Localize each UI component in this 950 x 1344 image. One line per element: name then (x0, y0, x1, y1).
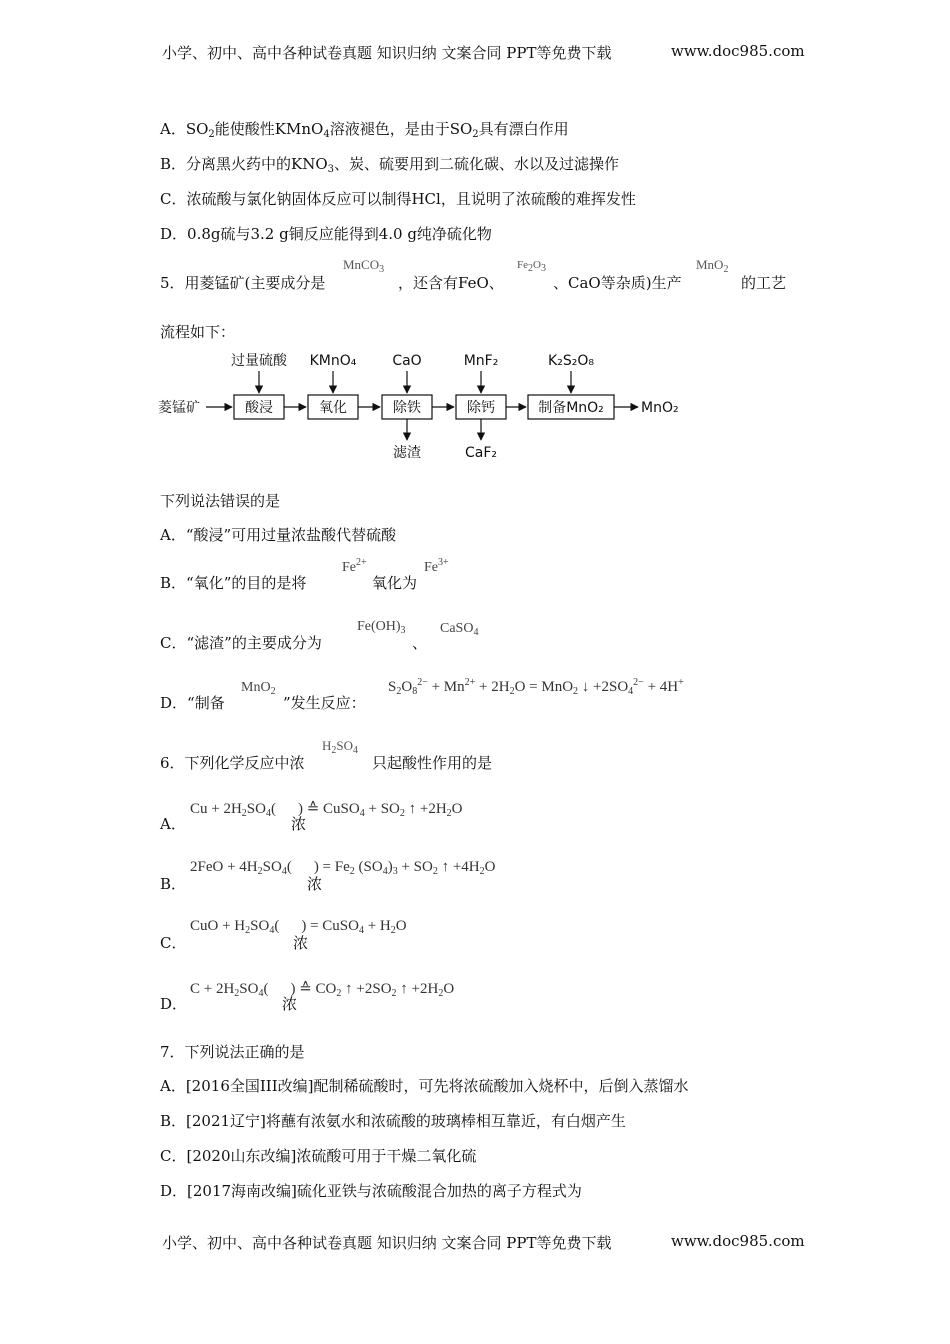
q5-stem-part5: 流程如下： (160, 323, 236, 341)
formula-fe2plus: $Fe^{2+}$ (342, 557, 367, 575)
q5-stem-part1: 5．用菱锰矿(主要成分是 (160, 274, 326, 292)
header-right: www.doc985.com (671, 42, 805, 60)
formula-h2so4: $H_2SO_4$ (322, 738, 359, 756)
formula-caso4: CaSO$_4$ (440, 621, 479, 638)
q5-option-d-part1: D．“制备 (160, 694, 225, 712)
q6-conc-d: 浓 (282, 995, 298, 1013)
q6-label-d: D． (160, 995, 188, 1013)
flow-step-prepare: 制备MnO₂ (538, 400, 604, 416)
q4-option-c: C．浓硫酸与氯化钠固体反应可以制得HCl，且说明了浓硫酸的难挥发性 (160, 190, 636, 208)
flow-step-oxidation: 氧化 (319, 400, 347, 416)
q6-label-c: C． (160, 934, 187, 952)
q5-stem-part2: ，还含有FeO、 (398, 274, 504, 292)
formula-mno2-a: MnO$_2$ (696, 257, 729, 275)
q5-stem-part3: 、CaO等杂质)生产 (553, 274, 682, 292)
formula-fe3plus: $Fe^{3+}$ (424, 557, 449, 575)
q6-stem-part1: 6．下列化学反应中浓 (160, 754, 305, 772)
q5-option-b-part1: B．“氧化”的目的是将 (160, 574, 307, 592)
q5-option-c-part2: 、 (412, 634, 428, 652)
q7-option-d: D．[2017海南改编]硫化亚铁与浓硫酸混合加热的离子方程式为 (160, 1182, 582, 1200)
q7-stem: 7．下列说法正确的是 (160, 1043, 305, 1061)
formula-feoh3: $Fe(OH)_3$ (357, 619, 406, 636)
process-flow-diagram (156, 344, 716, 470)
flow-step-remove-calcium: 除钙 (467, 400, 495, 416)
q5-option-b-part2: 氧化为 (372, 574, 418, 592)
formula-mnco3: MnCO$_3$ (343, 257, 385, 275)
flow-reagent-cao: CaO (392, 353, 422, 369)
q6-conc-a: 浓 (291, 815, 307, 833)
equation-q6d: $C + 2H_2SO_4$( ) ≙ $CO_2$ ↑ $+2SO_2$ ↑ $+2H_2O$ (190, 981, 455, 999)
flow-output-caf2: CaF₂ (464, 445, 498, 461)
q6-label-b: B． (160, 875, 187, 893)
q7-option-a: A．[2016全国III改编]配制稀硫酸时，可先将浓硫酸加入烧杯中，后倒入蒸馏水 (160, 1077, 689, 1095)
equation-q6c: CuO + $H_2SO_4$( ) = CuSO$_4$ + $H_2O$ (190, 918, 407, 936)
formula-fe2o3: $Fe_2O_3$ (517, 259, 546, 274)
footer-right: www.doc985.com (671, 1232, 805, 1250)
q6-conc-c: 浓 (293, 934, 309, 952)
footer-left: 小学、初中、高中各种试卷真题 知识归纳 文案合同 PPT等免费下载 (162, 1234, 612, 1252)
q6-conc-b: 浓 (307, 875, 323, 893)
flow-reagent-k2s2o8: K₂S₂O₈ (548, 353, 594, 369)
q4-option-d: D．0.8g硫与3.2 g铜反应能得到4.0 g纯净硫化物 (160, 225, 492, 243)
equation-q6a: $Cu + 2H_2SO_4$( ) ≙ CuSO$_4$ + $SO_2$ ↑ $+2H_2O$ (190, 801, 463, 819)
q5-option-c-part1: C．“滤渣”的主要成分为 (160, 634, 322, 652)
flow-reagent-mnf2: MnF₂ (463, 353, 499, 369)
q4-option-b: B．分离黑火药中的$KNO_3$、炭、硫要用到二硫化碳、水以及过滤操作 (160, 155, 620, 175)
flow-step-remove-iron: 除铁 (393, 400, 421, 416)
q7-option-b: B．[2021辽宁]将蘸有浓氨水和浓硫酸的玻璃棒相互靠近，有白烟产生 (160, 1112, 626, 1130)
equation-q5d: $S_2O_8^{2-} + Mn^{2+} + 2H_2O = MnO_2$ ↓ $+2SO_4^{2-} + 4H^+$ (388, 677, 684, 697)
flow-product-label: MnO₂ (641, 400, 679, 416)
q5-stem-part4: 的工艺 (741, 274, 787, 292)
flow-reagent-kmno4: KMnO₄ (309, 353, 357, 369)
q7-option-c: C．[2020山东改编]浓硫酸可用于干燥二氧化硫 (160, 1147, 477, 1165)
q5-option-d-part2: ”发生反应： (283, 694, 366, 712)
q6-stem-part2: 只起酸性作用的是 (372, 754, 493, 772)
flow-reagent-sulfuric: 过量硫酸 (231, 353, 287, 369)
flow-step-acid-leach: 酸浸 (245, 400, 273, 416)
q4-option-a: A．$SO_2$能使酸性KMnO$_4$溶液褪色，是由于$SO_2$具有漂白作用 (160, 120, 569, 140)
formula-mno2-b: MnO$_2$ (241, 680, 276, 697)
q5-question: 下列说法错误的是 (160, 492, 281, 510)
equation-q6b: $2FeO + 4H_2SO_4$( ) = $Fe_2$ $(SO_4)_3 + SO_2$ ↑ $+4H_2O$ (190, 859, 496, 877)
flow-input-label: 菱锰矿 (158, 400, 200, 416)
q5-option-a: A．“酸浸”可用过量浓盐酸代替硫酸 (160, 526, 397, 544)
header-left: 小学、初中、高中各种试卷真题 知识归纳 文案合同 PPT等免费下载 (162, 44, 612, 62)
flow-output-residue: 滤渣 (393, 445, 421, 461)
q6-label-a: A． (160, 815, 186, 833)
